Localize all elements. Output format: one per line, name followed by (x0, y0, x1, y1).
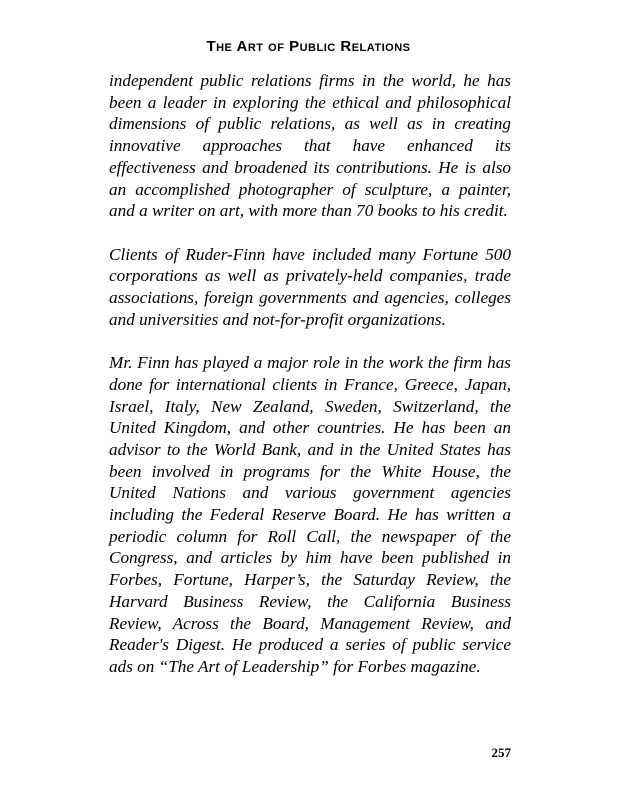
paragraph-international-work: Mr. Finn has played a major role in the work the firm has done for international clients in France, Greece, Japan, Israel, Italy, New Zealand, Sweden, Switzerland, the United Kingdom, and other countries. He has been an advisor to the World Bank, and in the United States has been involved in programs for the White House, the United Nations and various government agencies including the Federal Reserve Board. He has written a periodic column for Roll Call, the newspaper of the Congress, and articles by him have been published in Forbes, Fortune, Harper’s, the Saturday Review, the Harvard Business Review, the California Business Review, Across the Board, Management Review, and Reader's Digest. He produced a series of public service ads on “The Art of Leadership” for Forbes magazine. (109, 353, 511, 676)
paragraph-clients: Clients of Ruder-Finn have included many Fortune 500 corporations as well as privately-held companies, trade associations, foreign governments and agencies, colleges and universities and not-for-profit organizations. (109, 244, 511, 329)
page-number: 257 (491, 745, 511, 760)
paragraph-bio-continuation: independent public relations firms in the world, he has been a leader in exploring the ethical and philosophical dimensions of public relations, as well as in creating innovative approaches that have enhanced its effectiveness and broadened its contributions. He is also an accomplished photographer of sculpture, a painter, and a writer on art, with more than 70 books to his credit. (109, 71, 511, 221)
running-header-title: The Art of Public Relations (206, 38, 411, 55)
body-text (109, 70, 511, 699)
